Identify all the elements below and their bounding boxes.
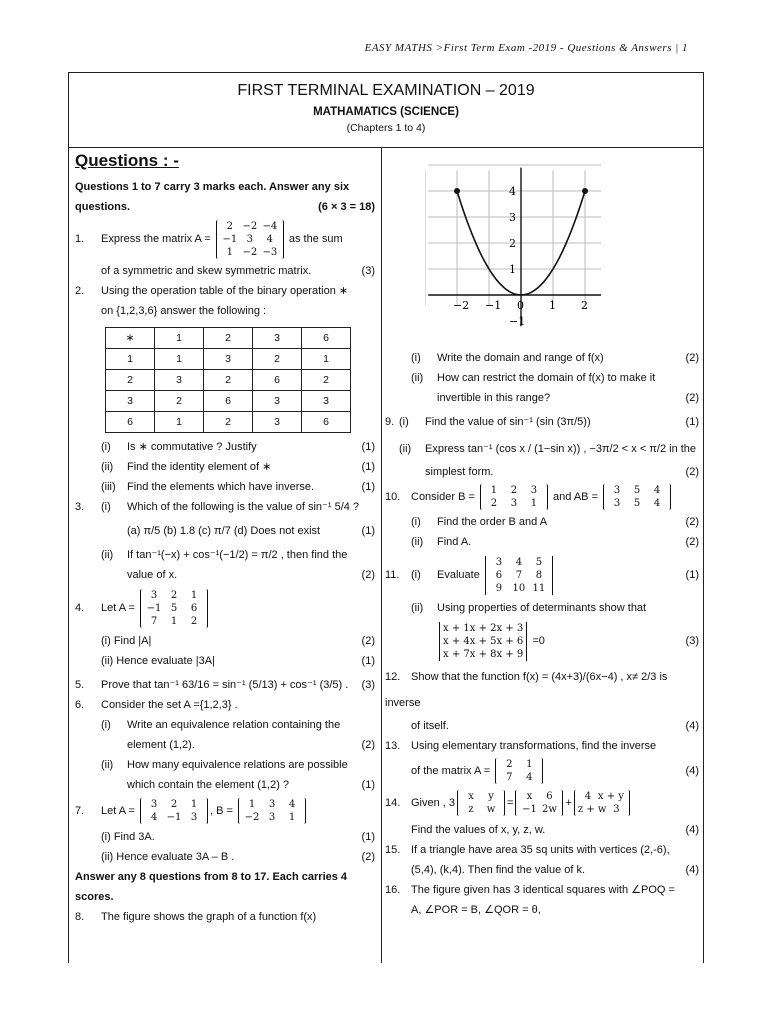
question-14: 14. Given , 3 x y z w = x 6 −1 2w + 4 x + y z + w 3 bbox=[385, 786, 701, 820]
table-cell: 3 bbox=[106, 391, 155, 412]
table-cell: 2 bbox=[204, 412, 253, 433]
table-cell: 2 bbox=[302, 370, 351, 391]
question-3-i: 3. (i) Which of the following is the value of sin⁻¹ 5/4 ? bbox=[75, 501, 360, 513]
matrix-b: 1 3 4 −2 3 1 bbox=[238, 798, 306, 824]
operation-table bbox=[105, 327, 351, 433]
question-5: 5. Prove that tan⁻¹ 63/16 = sin⁻¹ (5/13) + cos⁻¹ (3/5) . (3) bbox=[75, 679, 375, 691]
question-11-ii: (ii) Using properties of determinants show that bbox=[411, 602, 647, 614]
exam-frame bbox=[68, 72, 704, 963]
left-column bbox=[75, 151, 377, 927]
exam-title: FIRST TERMINAL EXAMINATION – 2019 bbox=[237, 82, 535, 99]
question-10: 10. Consider B = 1 2 3 2 3 1 and AB = 3 5 4 3 5 4 bbox=[385, 482, 701, 512]
matrix-a: 2 1 7 4 bbox=[495, 758, 543, 784]
question-2: 2. Using the operation table of the binary operation ∗ bbox=[75, 285, 349, 297]
x-tick-label: 2 bbox=[581, 299, 588, 312]
matrix-a: 3 2 1 −1 5 6 7 1 2 bbox=[140, 589, 208, 628]
question-6-i-b: element (1,2). (2) bbox=[127, 739, 375, 751]
question-2-ii: (ii) Find the identity element of ∗ (1) bbox=[101, 461, 375, 473]
table-cell: 6 bbox=[302, 328, 351, 349]
instruction: scores. bbox=[75, 891, 114, 903]
table-cell: 6 bbox=[253, 370, 302, 391]
question-2-text: on {1,2,3,6} answer the following : bbox=[101, 305, 267, 317]
question-7: 7. Let A = 3 2 1 4 −1 3 , B = 1 3 4 −2 3 1 bbox=[75, 795, 377, 827]
determinant: 3 4 5 6 7 8 9 10 11 bbox=[485, 556, 553, 595]
table-row bbox=[106, 391, 351, 412]
table-cell: 1 bbox=[302, 349, 351, 370]
table-cell: 2 bbox=[253, 349, 302, 370]
table-cell: 2 bbox=[106, 370, 155, 391]
x-tick-label: −1 bbox=[485, 299, 502, 312]
y-tick-label: −1 bbox=[509, 315, 526, 328]
question-13-b: of the matrix A = 2 1 7 4 (4) bbox=[411, 759, 699, 784]
table-row bbox=[106, 370, 351, 391]
determinant: x + 1x + 2x + 3 x + 4x + 5x + 6 x + 7x + 8x + 9 bbox=[439, 622, 527, 661]
instruction: Answer any 8 questions from 8 to 17. Each carries 4 bbox=[75, 871, 348, 883]
question-7-ii: (ii) Hence evaluate 3A – B . (2) bbox=[101, 851, 375, 863]
table-row bbox=[106, 328, 351, 349]
question-15: 15. If a triangle have area 35 sq units with vertices (2,-6), bbox=[385, 844, 670, 856]
table-cell: 1 bbox=[155, 412, 204, 433]
y-tick-label: 4 bbox=[509, 185, 516, 198]
question-12: 12. Show that the function f(x) = (4x+3)/(6x−4) , x≠ 2/3 is inverse bbox=[385, 671, 668, 709]
question-13: 13. Using elementary transformations, find the inverse bbox=[385, 740, 657, 752]
subject-title: MATHAMATICS (SCIENCE) bbox=[313, 106, 459, 118]
question-1-text: of a symmetric and skew symmetric matrix. (3) bbox=[101, 265, 375, 277]
question-6-ii-b: which contain the element (1,2) ? (1) bbox=[127, 779, 375, 791]
table-cell: 2 bbox=[204, 370, 253, 391]
table-cell: 3 bbox=[204, 349, 253, 370]
chapters-note: (Chapters 1 to 4) bbox=[346, 122, 426, 134]
question-3-ii: (ii) If tan⁻¹(−x) + cos⁻¹(−1/2) = π/2 , then find the bbox=[101, 549, 348, 561]
table-cell: 3 bbox=[253, 328, 302, 349]
matrix: x 6 −1 2w bbox=[515, 790, 563, 816]
questions-heading: Questions : - bbox=[75, 151, 179, 170]
x-tick-label: −2 bbox=[453, 299, 470, 312]
x-tick-label: 0 bbox=[517, 299, 524, 312]
question-3-ii-b: value of x. (2) bbox=[127, 569, 375, 581]
question-8-ii-b: invertible in this range? (2) bbox=[437, 392, 699, 404]
question-9-ii-b: simplest form. (2) bbox=[425, 466, 699, 478]
question-12-b: of itself. (4) bbox=[411, 720, 699, 732]
right-column bbox=[385, 151, 701, 920]
question-4-ii: (ii) Hence evaluate |3A| (1) bbox=[101, 655, 375, 667]
table-cell: 3 bbox=[253, 391, 302, 412]
question-7-i: (i) Find 3A. (1) bbox=[101, 831, 375, 843]
table-cell: 1 bbox=[155, 328, 204, 349]
matrix: x y z w bbox=[457, 790, 505, 816]
question-10-ii: (ii) Find A. (2) bbox=[411, 536, 699, 548]
table-cell: ∗ bbox=[106, 328, 155, 349]
table-row bbox=[106, 349, 351, 370]
table-cell: 1 bbox=[155, 349, 204, 370]
question-4-i: (i) Find |A| (2) bbox=[101, 635, 375, 647]
y-tick-label: 3 bbox=[509, 211, 516, 224]
title-box bbox=[69, 73, 703, 148]
question-3-options: (a) π/5 (b) 1.8 (c) π/7 (d) Does not exist (1) bbox=[127, 525, 375, 537]
question-8: 8. The figure shows the graph of a function f(x) bbox=[75, 911, 317, 923]
endpoint-dot bbox=[582, 188, 588, 194]
matrix-ab: 3 5 4 3 5 4 bbox=[603, 484, 671, 510]
y-tick-label: 2 bbox=[509, 237, 516, 250]
question-6: 6. Consider the set A ={1,2,3} . bbox=[75, 699, 238, 711]
y-tick-label: 1 bbox=[509, 263, 516, 276]
question-1: 1. Express the matrix A = 2 −2 −4 −1 3 4 1 −2 −3 as the sum bbox=[75, 220, 343, 258]
matrix-a: 3 2 1 4 −1 3 bbox=[140, 798, 208, 824]
question-6-ii: (ii) How many equivalence relations are possible bbox=[101, 759, 348, 771]
instruction: Questions 1 to 7 carry 3 marks each. Answer any six bbox=[75, 181, 350, 193]
table-cell: 3 bbox=[253, 412, 302, 433]
function-graph bbox=[425, 155, 601, 345]
question-8-ii: (ii) How can restrict the domain of f(x) to make it bbox=[411, 372, 656, 384]
table-cell: 3 bbox=[302, 391, 351, 412]
table-cell: 2 bbox=[204, 328, 253, 349]
x-tick-label: 1 bbox=[549, 299, 556, 312]
question-11-i: 11. (i) Evaluate 3 4 5 6 7 8 9 10 11 (1) bbox=[385, 556, 699, 594]
question-2-i: (i) Is ∗ commutative ? Justify (1) bbox=[101, 441, 375, 453]
question-2-iii: (iii) Find the elements which have inverse. (1) bbox=[101, 481, 375, 493]
question-8-i: (i) Write the domain and range of f(x) (2) bbox=[411, 352, 699, 364]
endpoint-dot bbox=[454, 188, 460, 194]
table-cell: 2 bbox=[155, 391, 204, 412]
question-6-i: (i) Write an equivalence relation containing the bbox=[101, 719, 341, 731]
table-cell: 6 bbox=[204, 391, 253, 412]
question-4: 4. Let A = 3 2 1 −1 5 6 7 1 2 bbox=[75, 585, 377, 631]
running-header: EASY MATHS >First Term Exam -2019 - Questions & Answers | 1 bbox=[364, 42, 688, 54]
table-cell: 1 bbox=[106, 349, 155, 370]
table-cell: 6 bbox=[106, 412, 155, 433]
question-9-i: 9. (i) Find the value of sin⁻¹ (sin (3π/5)) (1) bbox=[385, 416, 699, 428]
question-16: 16. The figure given has 3 identical squares with ∠POQ = bbox=[385, 884, 675, 896]
table-cell: 6 bbox=[302, 412, 351, 433]
matrix-b: 1 2 3 2 3 1 bbox=[480, 484, 548, 510]
matrix-a: 2 −2 −4 −1 3 4 1 −2 −3 bbox=[216, 220, 284, 259]
instruction: questions. (6 × 3 = 18) bbox=[75, 201, 375, 213]
question-10-i: (i) Find the order B and A (2) bbox=[411, 516, 699, 528]
matrix: 4 x + y z + w 3 bbox=[574, 790, 631, 816]
question-11-det: x + 1x + 2x + 3 x + 4x + 5x + 6 x + 7x + 8x + 9 =0 (3) bbox=[385, 618, 701, 664]
question-15-b: (5,4), (k,4). Then find the value of k. (4) bbox=[411, 864, 699, 876]
question-16-b: A, ∠POR = B, ∠QOR = θ, bbox=[411, 904, 541, 916]
question-9-ii: (ii) Express tan⁻¹ (cos x / (1−sin x)) , −3π/2 < x < π/2 in the bbox=[399, 443, 697, 455]
column-divider bbox=[381, 147, 382, 963]
table-row bbox=[106, 412, 351, 433]
table-cell: 3 bbox=[155, 370, 204, 391]
question-14-b: Find the values of x, y, z, w. (4) bbox=[411, 824, 699, 836]
